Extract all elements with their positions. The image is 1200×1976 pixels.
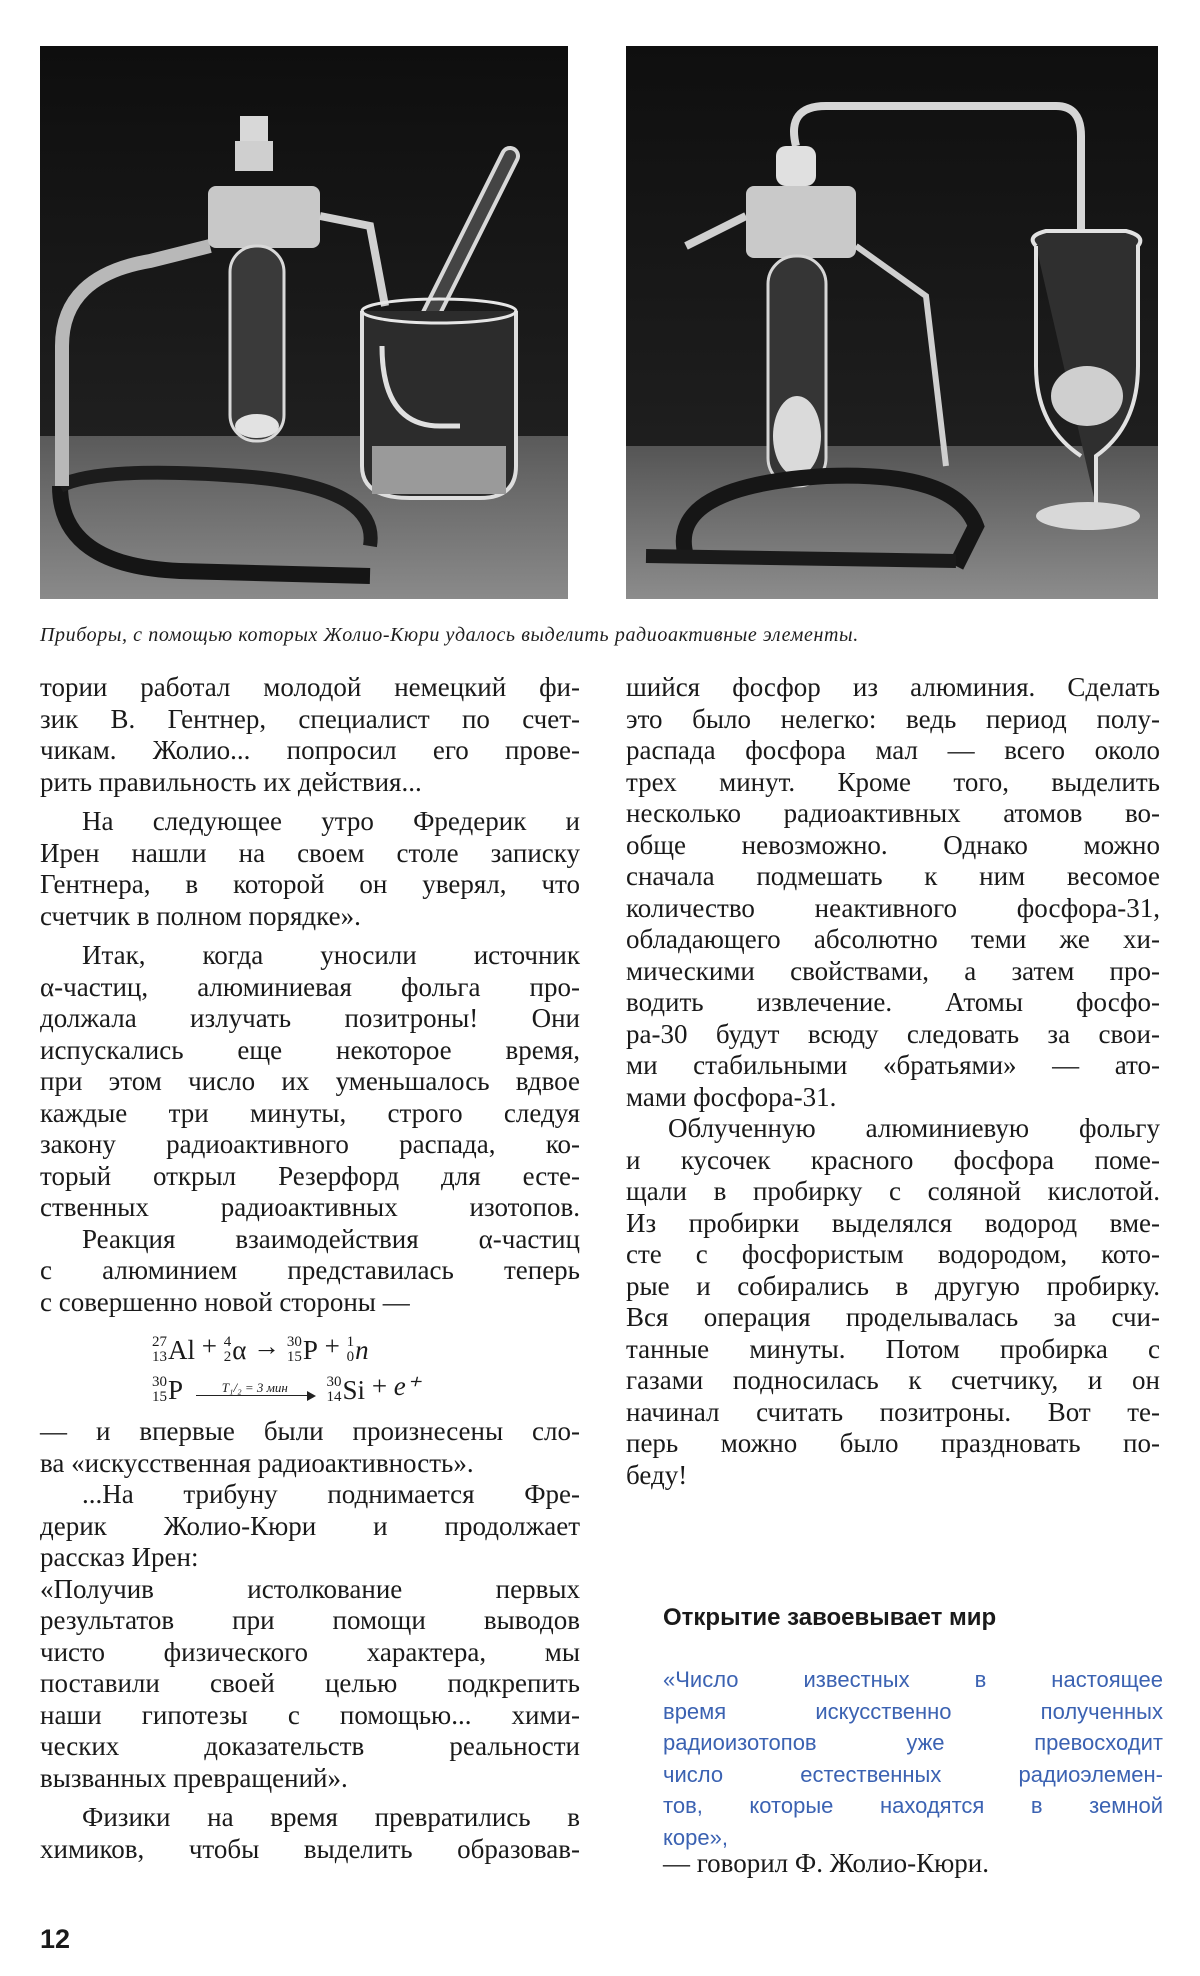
text-line: каждые три минуты, строго следуя: [40, 1097, 580, 1128]
text-line: несколько радиоактивных атомов во-: [626, 798, 1160, 828]
text-line: наши гипотезы с помощью... хими-: [40, 1699, 580, 1730]
text-line: Реакция взаимодействия α-частиц: [82, 1223, 580, 1254]
text-line: распада фосфора мал — всего около: [626, 735, 1160, 765]
quote-line: коре»,: [663, 1824, 728, 1850]
paragraph: [40, 940, 580, 1224]
epigraph-quote: [663, 1664, 1163, 1853]
text-line: чисто физического характера, мы: [40, 1636, 580, 1667]
quote-line: тов, которые находятся в земной: [663, 1793, 1163, 1818]
text-line: «Получив истолкование первых: [40, 1573, 580, 1604]
text-line: ственных радиоактивных изотопов.: [40, 1192, 580, 1222]
text-line: вызванных превращений».: [40, 1762, 348, 1793]
text-line: поставили своей целью подкрепить: [40, 1668, 580, 1698]
text-line: обще невозможно. Однако можно: [626, 829, 1160, 860]
text-line: Вся операция проделывалась за счи-: [626, 1302, 1160, 1332]
text-line: ра-30 будут всюду следовать за свои-: [626, 1018, 1160, 1049]
text-line: ческих доказательств реальности: [40, 1731, 580, 1761]
apparatus-photo-right: [626, 46, 1158, 599]
paragraph: [626, 672, 1160, 1113]
text-line: при этом число их уменьшалось вдвое: [40, 1066, 580, 1096]
text-line: обладающего абсолютно теми же хи-: [626, 924, 1160, 954]
text-line: чикам. Жолио... попросил его прове-: [40, 735, 580, 765]
text-line: трех минут. Кроме того, выделить: [626, 766, 1160, 797]
text-line: сте с фосфористым водородом, кото-: [626, 1239, 1160, 1269]
section-heading: Открытие завоевывает мир: [663, 1604, 997, 1631]
text-line: беду!: [626, 1459, 688, 1490]
apparatus-illustration-left: [40, 46, 568, 599]
text-line: рые и собирались в другую пробирку.: [626, 1270, 1160, 1301]
text-line: результатов при помощи выводов: [40, 1605, 580, 1635]
text-line: закону радиоактивного распада, ко-: [40, 1129, 580, 1159]
text-line: рассказ Ирен:: [40, 1542, 199, 1572]
text-line: — и впервые были произнесены сло-: [40, 1416, 580, 1446]
paragraph: [40, 672, 580, 798]
text-line: α-частиц, алюминиевая фольга про-: [40, 971, 580, 1002]
text-line: количество неактивного фосфора-31,: [626, 892, 1160, 923]
text-line: зик В. Гентнер, специалист по счет-: [40, 703, 580, 734]
paragraph: [626, 1113, 1160, 1491]
text-line: Физики на время превратились в: [82, 1802, 580, 1832]
half-life-arrow: T₁/₂ = 3 мин: [196, 1381, 314, 1396]
text-line: шийся фосфор из алюминия. Сделать: [626, 672, 1160, 702]
text-line: ва «искусственная радиоактивность».: [40, 1447, 474, 1478]
text-line: Итак, когда уносили источник: [82, 940, 580, 970]
paragraph: [40, 806, 580, 932]
text-line: Из пробирки выделялся водород вме-: [626, 1207, 1160, 1238]
text-line: должала излучать позитроны! Они: [40, 1003, 580, 1033]
text-line: и кусочек красного фосфора поме-: [626, 1144, 1160, 1175]
text-line: Ирен нашли на своем столе записку: [40, 837, 580, 868]
text-line: ми стабильными «братьями» — ато-: [626, 1050, 1160, 1080]
page-number: 12: [40, 1924, 71, 1954]
text-line: тории работал молодой немецкий фи-: [40, 672, 580, 702]
text-line: На следующее утро Фредерик и: [82, 806, 580, 836]
apparatus-illustration-right: [626, 46, 1158, 599]
text-column-right: [626, 672, 1160, 1491]
text-line: щали в пробирку с соляной кислотой.: [626, 1176, 1160, 1206]
text-line: счетчик в полном порядке».: [40, 900, 361, 931]
quote-line: время искусственно полученных: [663, 1698, 1163, 1724]
apparatus-photo-left: [40, 46, 568, 599]
reaction-phosphorus-decay: 30 15 P T₁/₂ = 3 мин 30 14 Si + e⁺: [152, 1371, 421, 1406]
reaction-aluminium-alpha: 27 13 Al + 4 2 α → 30 15 P + 1 0 n: [152, 1331, 369, 1366]
text-line: с совершенно новой стороны —: [40, 1286, 410, 1317]
paragraph: [40, 1224, 580, 1319]
text-line: рить правильность их действия...: [40, 766, 422, 797]
text-line: Гентнера, в которой он уверял, что: [40, 869, 580, 899]
text-line: ...На трибуну поднимается Фре-: [82, 1479, 580, 1509]
text-line: торый открыл Резерфорд для есте-: [40, 1160, 580, 1191]
text-line: это было нелегко: ведь период полу-: [626, 703, 1160, 734]
text-line: газами подносилась к счетчику, и он: [626, 1365, 1160, 1395]
text-column-left: [40, 672, 580, 1865]
text-line: химиков, чтобы выделить образовав-: [40, 1833, 580, 1864]
text-line: водить извлечение. Атомы фосфо-: [626, 987, 1160, 1017]
text-line: сначала подмешать к ним весомое: [626, 861, 1160, 891]
nuclear-reaction-equations: [40, 1326, 580, 1406]
text-line: танные минуты. Потом пробирка с: [626, 1333, 1160, 1364]
quote-line: радиоизотопов уже превосходит: [663, 1730, 1163, 1755]
quote-line: «Число известных в настоящее: [663, 1667, 1163, 1692]
quote-line: число естественных радиоэлемен-: [663, 1761, 1163, 1787]
text-line: испускались еще некоторое время,: [40, 1034, 580, 1065]
text-line: с алюминием представилась теперь: [40, 1255, 580, 1285]
quotation: [40, 1574, 580, 1795]
paragraph: [40, 1479, 580, 1574]
paragraph: [40, 1416, 580, 1479]
text-line: начинал считать позитроны. Вот те-: [626, 1396, 1160, 1427]
quote-attribution: — говорил Ф. Жолио-Кюри.: [663, 1848, 989, 1878]
text-line: перь можно было праздновать по-: [626, 1428, 1160, 1458]
text-line: мическими свойствами, а затем про-: [626, 955, 1160, 986]
figure-caption: Приборы, с помощью которых Жолио-Кюри удалось выделить радиоактивные элементы.: [40, 624, 859, 646]
paragraph: [40, 1802, 580, 1865]
text-line: дерик Жолио-Кюри и продолжает: [40, 1510, 580, 1541]
text-line: Облученную алюминиевую фольгу: [668, 1113, 1160, 1143]
text-line: мами фосфора-31.: [626, 1081, 837, 1112]
